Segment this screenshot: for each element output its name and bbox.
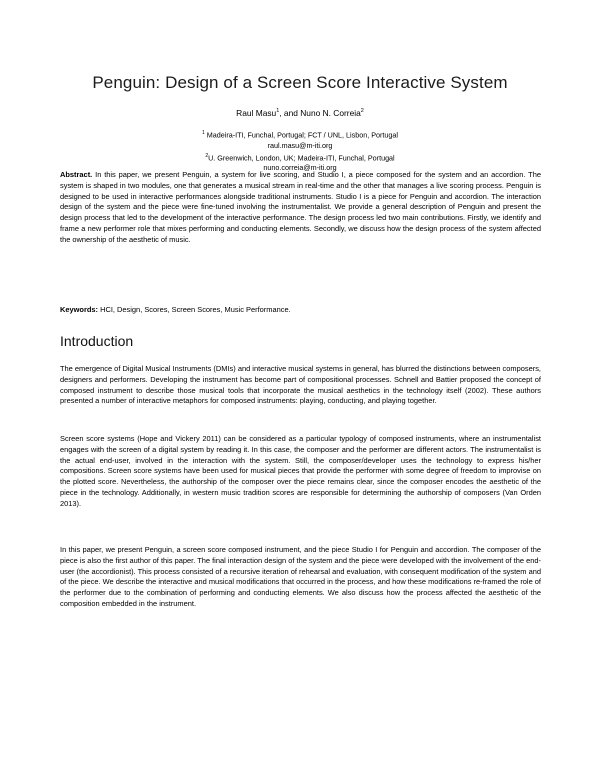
affiliation-mark: 1 bbox=[202, 130, 205, 136]
affiliation-text: Madeira-ITI, Funchal, Portugal; FCT / UNL, Lisbon, Portugal bbox=[204, 130, 398, 140]
affiliation-1 bbox=[40, 128, 560, 141]
author-name: Raul Masu bbox=[236, 108, 277, 118]
affiliations bbox=[40, 128, 560, 174]
abstract bbox=[60, 170, 541, 245]
abstract-label: Abstract. bbox=[60, 170, 93, 179]
author-line bbox=[40, 108, 560, 118]
body-paragraph-1: The emergence of Digital Musical Instruments (DMIs) and interactive musical systems in general, has blurred the distinctions between composers, designers and performers. Developing the instrument has become part of compositional processes. Schnell and Battier proposed the concept of composed instrument to describe those musical tools that incorporate the musical aesthetics in the technology itself (2002). These authors presented a number of interactive metaphors for composed instruments: playing, conducting, and playing together. bbox=[60, 364, 541, 406]
author-affiliation-mark: 1 bbox=[276, 108, 280, 115]
body-paragraph-2: Screen score systems (Hope and Vickery 2011) can be considered as a particular typology of composed instruments, where an instrumentalist engages with the screen of a digital system by reading it. In this case, the composer and the performer are different actors. The instrumentalist is the actual end-user, involved in the interaction with the system. Still, the composer/developer uses the technology to express his/her compositions. Screen score systems have been used for musical pieces that provide the performer with some degree of freedom to improvise on the plotted score. Nevertheless, the authorship of the composer over the piece remains clear, since the composer encodes the aesthetic of the piece in the technology. Additionally, in western music tradition scores are responsible for determining the authorship of composers (Van Orden 2013). bbox=[60, 434, 541, 508]
affiliation-mark: 2 bbox=[205, 152, 209, 159]
author-separator: , and bbox=[279, 108, 301, 118]
abstract-text: In this paper, we present Penguin, a system for live scoring, and Studio I, a piece composed for the system and an accordion. The system is shaped in two modules, one that generates a musical stream in real-time and the other that manages a live scoring process. Penguin is designed to be used in interactive performances alongside traditional instruments. Studio I is a piece for Penguin and accordion. The interaction design of the system and the piece were fine-tuned involving the instrumentalist. We provide a general description of Penguin and present the design process that led to the development of the interactive performance. The design process led two main contributions. Firstly, we identify and frame a new performer role that mixes performing and conducting elements. Secondly, we discuss how the design process of the system affected the ownership of the aesthetic of music. bbox=[60, 170, 541, 244]
paper-title: Penguin: Design of a Screen Score Interactive System bbox=[92, 73, 508, 92]
author-name: Nuno N. Correia bbox=[300, 108, 361, 118]
body-paragraph-3: In this paper, we present Penguin, a screen score composed instrument, and the piece Studio I for Penguin and accordion. The composer of the piece is also the first author of this paper. The final interaction design of the system and the piece were developed with the involvement of the end-user (the accordionist). This process consisted of a recursive iteration of rehearsal and evaluation, with consequent modification of the system and of the piece. We describe the interactive and musical modifications that occurred in the process, and how these modifications re-framed the role of the performer due to the combination of performing and conducting elements. We also discuss how the process affected the aesthetic of the composition embedded in the instrument. bbox=[60, 545, 541, 608]
keywords bbox=[60, 305, 541, 316]
keywords-label: Keywords: bbox=[60, 305, 99, 314]
email-1: raul.masu@m-iti.org bbox=[267, 140, 333, 150]
affiliation-2 bbox=[40, 151, 560, 164]
keywords-text: HCI, Design, Scores, Screen Scores, Music Performance. bbox=[98, 305, 291, 314]
email-2: nuno.correia@m-iti.org bbox=[263, 163, 337, 173]
affiliation-text: U. Greenwich, London, UK; Madeira-ITI, Funchal, Portugal bbox=[208, 153, 395, 163]
section-heading: Introduction bbox=[60, 333, 134, 349]
author-affiliation-mark: 2 bbox=[360, 108, 364, 115]
